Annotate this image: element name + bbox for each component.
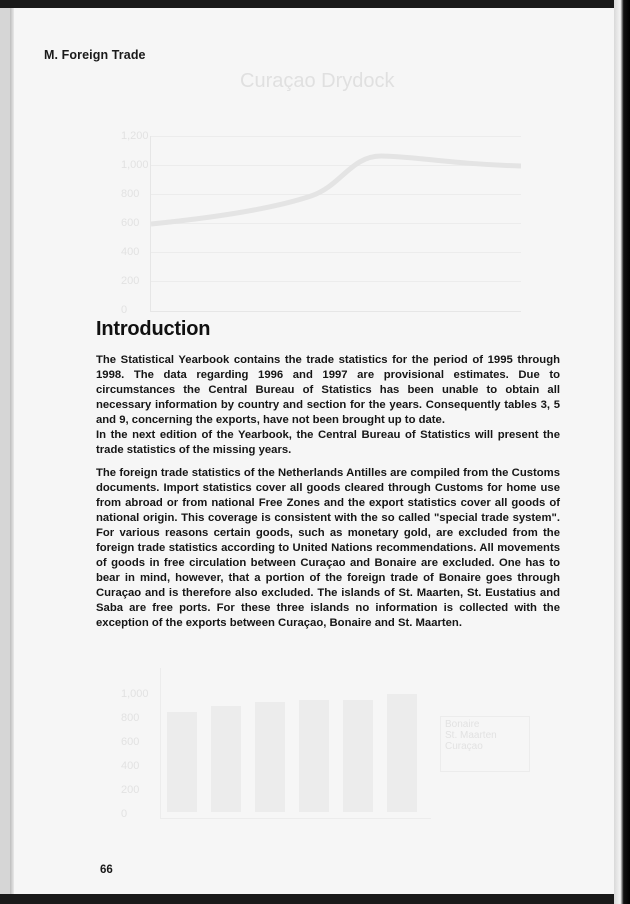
- document-page: [0, 8, 614, 894]
- bleed-through-legend: Bonaire St. Maarten Curaçao: [440, 716, 530, 772]
- bleed-through-line-icon: [151, 136, 521, 311]
- paragraph-foreign-trade: [96, 466, 560, 631]
- section-heading: Introduction: [96, 318, 211, 340]
- paragraph-text: In the next edition of the Yearbook, the Central Bureau of Statistics will present the trade statistics of the missing years.: [96, 429, 560, 456]
- paragraph-text: The Statistical Yearbook contains the trade statistics for the period of 1995 through 1998. The data regarding 1996 and 1997 are provisional estimates. Due to circumstances the Central Bureau of Statistics has been unable to obtain all necessary information by country and section for the years. Consequently tables 3, 5 and 9, concerning the exports, have not been brought up to date.: [96, 354, 560, 426]
- bleed-through-line-chart: 1,200 1,000 800 600 400 200 0: [150, 136, 521, 312]
- bleed-through-title: Curaçao Drydock: [240, 70, 395, 92]
- running-head: M. Foreign Trade: [44, 48, 146, 62]
- paragraph-text: The foreign trade statistics of the Netherlands Antilles are compiled from the Customs documents. Import statistics cover all goods cleared through Customs for home use from abroad or from national Free Zones and the export statistics cover all goods of national origin. This coverage is consistent with the so called "special trade system". For various reasons certain goods, such as monetary gold, are excluded from the foreign trade statistics according to United Nations recommendations. All movements of goods in free circulation between Curaçao and Bonaire are excluded. One has to bear in mind, however, that a portion of the foreign trade of Bonaire goes through Curaçao and is therefore also excluded. The islands of St. Maarten, St. Eustatius and Saba are free ports. For these three islands no information is collected with the exception of the exports between Curaçao, Bonaire and St. Maarten.: [96, 467, 560, 629]
- paragraph-intro: [96, 353, 560, 458]
- page-number: 66: [100, 864, 113, 876]
- bleed-through-bar-chart: 1,000 800 600 400 200 0: [160, 668, 431, 819]
- page-edge-shadow: [614, 0, 630, 904]
